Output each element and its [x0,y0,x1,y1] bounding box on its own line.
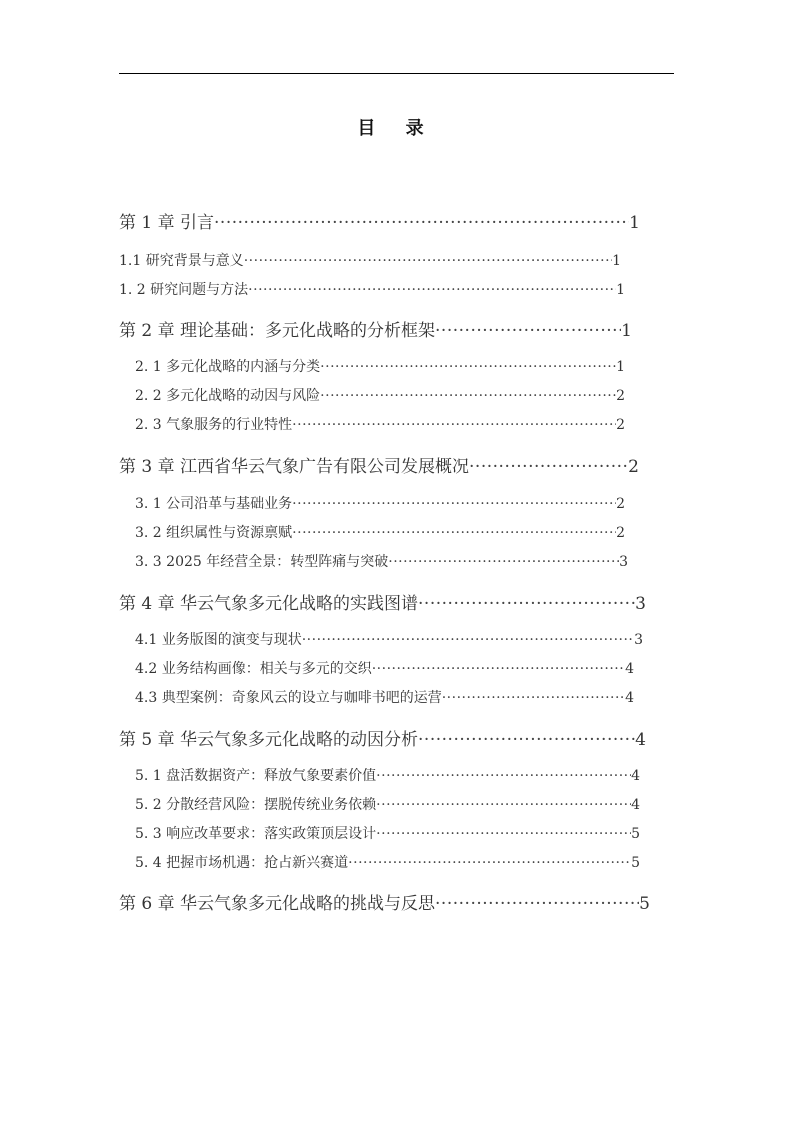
toc-entry-page: 2 [616,525,625,541]
leader-dots [292,496,616,512]
toc-entry-page: 1 [629,213,640,233]
toc-entry-chapter-5[interactable] [119,725,646,750]
toc-entry-page: 4 [631,797,640,813]
toc-entry-chapter-4[interactable] [119,589,646,614]
toc-entry-page: 2 [616,388,625,404]
toc-entry-page: 1 [616,359,625,375]
toc-entry-label: 3. 3 2025 年经营全景：转型阵痛与突破 [135,554,389,570]
toc-entry-page: 2 [616,496,625,512]
header-rule [119,73,674,74]
leader-dots [248,282,616,298]
toc-entry-label: 第 3 章 江西省华云气象广告有限公司发展概况 [119,457,470,477]
toc-entry-label: 2. 2 多元化战略的动因与风险 [135,388,321,404]
toc-entry-label: 5. 1 盘活数据资产：释放气象要素价值 [135,768,377,784]
leader-dots [302,632,634,648]
toc-entry-chapter-3[interactable] [119,452,639,477]
toc-entry-section-2-1[interactable] [135,356,625,376]
leader-dots [388,554,619,570]
leader-dots [372,661,625,677]
leader-dots [244,253,612,269]
toc-entry-label: 第 5 章 华云气象多元化战略的动因分析 [119,730,419,750]
toc-entry-label: 第 4 章 华云气象多元化战略的实践图谱 [119,594,419,614]
toc-entry-label: 第 6 章 华云气象多元化战略的挑战与反思 [119,894,436,914]
toc-entry-page: 2 [616,417,625,433]
toc-entry-page: 4 [631,768,640,784]
leader-dots [292,417,616,433]
toc-entry-section-1-1[interactable] [119,250,621,270]
leader-dots [418,594,635,614]
toc-entry-label: 3. 1 公司沿革与基础业务 [135,496,293,512]
toc-entry-chapter-2[interactable] [119,316,632,341]
leader-dots [214,213,629,233]
leader-dots [418,730,635,750]
toc-entry-section-2-2[interactable] [135,385,625,405]
toc-entry-label: 第 1 章 引言 [119,213,215,233]
toc-entry-label: 3. 2 组织属性与资源禀赋 [135,525,293,541]
toc-entry-page: 5 [631,826,640,842]
toc-entry-page: 5 [631,855,640,871]
toc-entry-section-3-3[interactable] [135,551,628,571]
leader-dots [435,894,639,914]
toc-entry-label: 2. 3 气象服务的行业特性 [135,417,293,433]
leader-dots [292,525,616,541]
leader-dots [435,321,621,341]
toc-entry-section-3-1[interactable] [135,493,625,513]
toc-entry-page: 5 [639,894,650,914]
leader-dots [320,388,616,404]
toc-entry-label: 4.2 业务结构画像：相关与多元的交织 [135,661,372,677]
toc-entry-section-5-3[interactable] [135,823,640,843]
leader-dots [376,797,631,813]
toc-entry-page: 1 [616,282,625,298]
toc-entry-page: 3 [619,554,628,570]
toc-entry-section-4-3[interactable] [135,687,634,707]
leader-dots [376,768,631,784]
toc-entry-page: 3 [634,632,643,648]
toc-entry-label: 1. 2 研究问题与方法 [119,282,249,298]
toc-entry-section-5-1[interactable] [135,765,640,785]
toc-entry-section-5-2[interactable] [135,794,640,814]
toc-entry-page: 4 [635,730,646,750]
toc-entry-section-4-2[interactable] [135,658,634,678]
leader-dots [442,690,625,706]
leader-dots [376,826,631,842]
leader-dots [348,855,631,871]
toc-entry-label: 5. 4 把握市场机遇：抢占新兴赛道 [135,855,349,871]
toc-entry-section-2-3[interactable] [135,414,625,434]
toc-entry-label: 5. 2 分散经营风险：摆脱传统业务依赖 [135,797,377,813]
toc-entry-label: 4.3 典型案例：奇象风云的设立与咖啡书吧的运营 [135,690,442,706]
toc-entry-label: 4.1 业务版图的演变与现状 [135,632,302,648]
toc-entry-label: 第 2 章 理论基础：多元化战略的分析框架 [119,321,436,341]
toc-entry-section-1-2[interactable] [119,279,625,299]
toc-entry-section-4-1[interactable] [135,629,643,649]
toc-entry-chapter-6[interactable] [119,889,650,914]
toc-entry-label: 5. 3 响应改革要求：落实政策顶层设计 [135,826,377,842]
toc-entry-label: 2. 1 多元化战略的内涵与分类 [135,359,321,375]
toc-entry-page: 3 [635,594,646,614]
leader-dots [320,359,616,375]
toc-entry-page: 2 [628,457,639,477]
toc-entry-section-5-4[interactable] [135,852,640,872]
toc-entry-section-3-2[interactable] [135,522,625,542]
leader-dots [469,457,628,477]
toc-entry-chapter-1[interactable] [119,208,640,233]
toc-entry-label: 1.1 研究背景与意义 [119,253,244,269]
toc-entry-page: 4 [625,661,634,677]
toc-title: 目 录 [357,118,436,139]
toc-entry-page: 1 [621,321,632,341]
toc-entry-page: 1 [612,253,621,269]
toc-entry-page: 4 [625,690,634,706]
